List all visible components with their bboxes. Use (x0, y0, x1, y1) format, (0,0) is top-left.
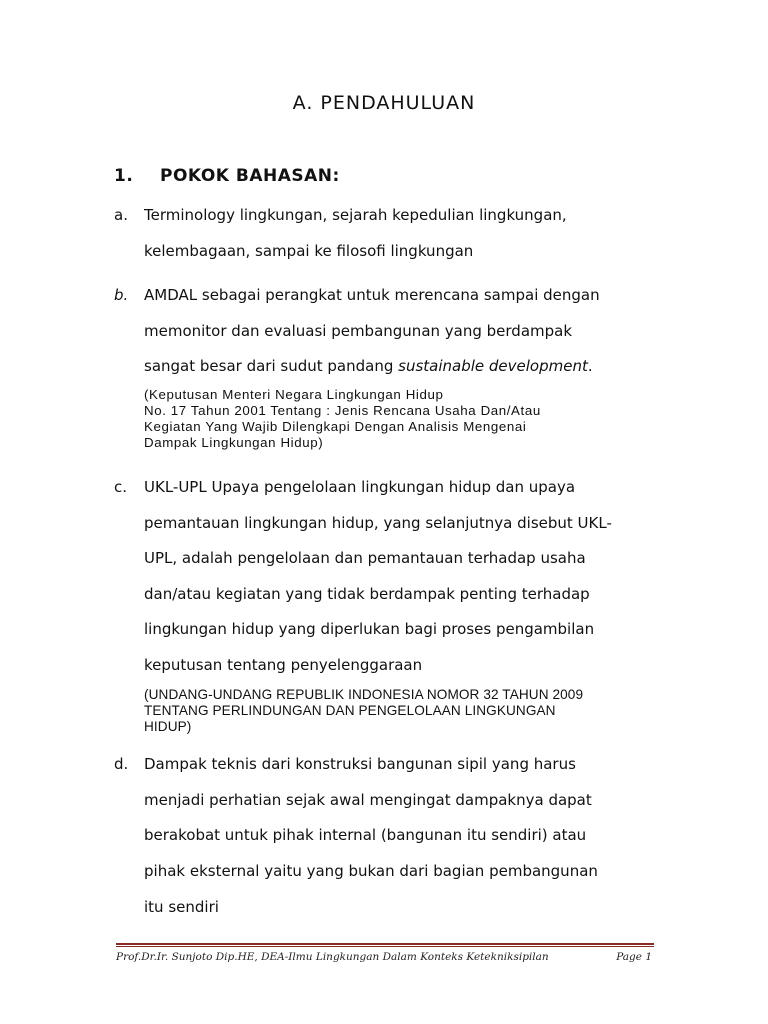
reference-line: (Keputusan Menteri Negara Lingkungan Hidup (144, 387, 444, 402)
item-a-line-1: Terminology lingkungan, sejarah kepedulian lingkungan, (144, 206, 567, 224)
item-c-reference (144, 687, 664, 735)
section-number: 1. (114, 166, 134, 186)
item-d-line-4: pihak eksternal yaitu yang bukan dari bagian pembangunan (144, 862, 598, 880)
item-c-line-2: pemantauan lingkungan hidup, yang selanjutnya disebut UKL- (144, 514, 612, 532)
item-label: a. (114, 206, 128, 224)
item-c-line-3: UPL, adalah pengelolaan dan pemantauan terhadap usaha (144, 549, 586, 567)
section-title: POKOK BAHASAN: (160, 166, 340, 186)
item-c-line-5: lingkungan hidup yang diperlukan bagi proses pengambilan (144, 620, 595, 638)
reference-line: Kegiatan Yang Wajib Dilengkapi Dengan Analisis Mengenai (144, 419, 527, 434)
item-d-line-3: berakobat untuk pihak internal (bangunan itu sendiri) atau (144, 826, 587, 844)
item-b-line-3-prefix: sangat besar dari sudut pandang (144, 357, 399, 375)
item-b-line-2: memonitor dan evaluasi pembangunan yang berdampak (144, 322, 573, 340)
page-number: Page 1 (616, 951, 652, 963)
item-d-line-2: menjadi perhatian sejak awal mengingat dampaknya dapat (144, 791, 592, 809)
item-label: d. (114, 755, 129, 773)
footer-author: Prof.Dr.Ir. Sunjoto Dip.HE, DEA-Ilmu Lingkungan Dalam Konteks Ketekniksipilan (116, 951, 549, 963)
item-b-emphasis: sustainable development (398, 357, 588, 375)
page-title: A. PENDAHULUAN (292, 92, 476, 114)
footer-divider (116, 943, 654, 947)
item-c-line-6: keputusan tentang penyelenggaraan (144, 656, 423, 674)
reference-line: TENTANG PERLINDUNGAN DAN PENGELOLAAN LINGKUNGAN (144, 703, 556, 718)
item-d-line-5: itu sendiri (144, 898, 219, 916)
section-heading (114, 166, 340, 186)
item-b-reference (144, 387, 664, 451)
reference-line: HIDUP) (144, 719, 192, 734)
item-b-line-3 (144, 357, 593, 375)
item-d-line-1: Dampak teknis dari konstruksi bangunan sipil yang harus (144, 755, 576, 773)
reference-line: (UNDANG-UNDANG REPUBLIK INDONESIA NOMOR 32 TAHUN 2009 (144, 687, 584, 702)
item-c-line-4: dan/atau kegiatan yang tidak berdampak penting terhadap (144, 585, 590, 603)
item-b-line-3-suffix: . (587, 357, 593, 375)
item-label: b. (114, 286, 129, 304)
item-a-line-2: kelembagaan, sampai ke filosofi lingkungan (144, 242, 474, 260)
item-b-line-1: AMDAL sebagai perangkat untuk merencana sampai dengan (144, 286, 600, 304)
reference-line: Dampak Lingkungan Hidup) (144, 435, 324, 450)
reference-line: No. 17 Tahun 2001 Tentang : Jenis Rencana Usaha Dan/Atau (144, 403, 541, 418)
item-c-line-1: UKL-UPL Upaya pengelolaan lingkungan hidup dan upaya (144, 478, 576, 496)
item-label: c. (114, 478, 128, 496)
